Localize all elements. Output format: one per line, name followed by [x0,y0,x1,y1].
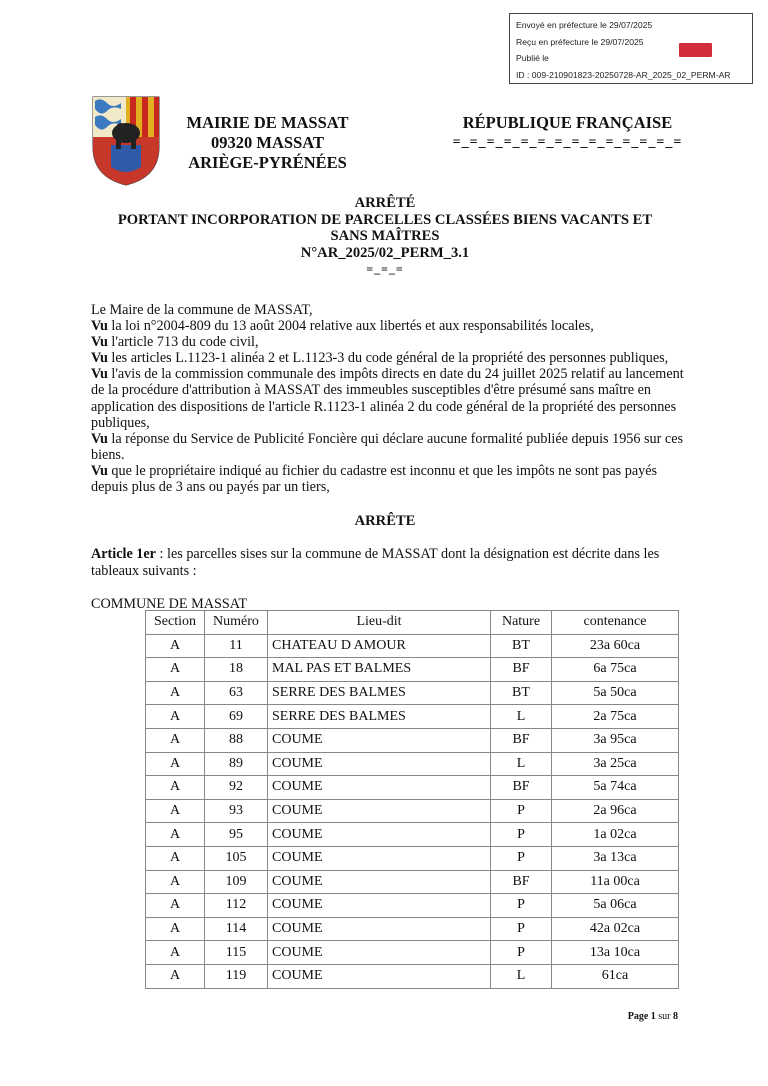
cell-contenance: 5a 06ca [552,894,679,918]
header-numero: Numéro [205,611,268,635]
table-row [146,681,679,705]
cell-nature: P [491,823,552,847]
arrete-heading: ARRÊTE [354,513,416,529]
cell-numero: 92 [205,776,268,800]
table-row [146,894,679,918]
mairie-block [170,113,365,173]
vu-item [91,350,691,366]
berger-levrault-logo [679,43,712,57]
cell-section: A [146,658,205,682]
vu-text: que le propriétaire indiqué au fichier du cadastre est inconnu et que les impôts ne sont pas payés depuis plus de 3 ans ou payés par un tiers, [91,462,658,496]
cell-numero: 88 [205,728,268,752]
cell-lieu-dit: COUME [268,728,491,752]
cell-lieu-dit: COUME [268,846,491,870]
cell-contenance: 2a 75ca [552,705,679,729]
cell-nature: P [491,846,552,870]
mairie-name: MAIRIE DE MASSAT [186,113,349,132]
article-1 [91,546,691,579]
cell-numero: 95 [205,823,268,847]
cell-lieu-dit: COUME [268,870,491,894]
republique-decoration: =_=_=_=_=_=_=_=_=_=_=_=_=_= [452,135,683,150]
table-row [146,752,679,776]
cell-nature: BF [491,728,552,752]
cell-contenance: 3a 25ca [552,752,679,776]
vu-text: la loi n°2004-809 du 13 août 2004 relative aux libertés et aux responsabilités locales, [107,318,594,335]
cell-numero: 114 [205,917,268,941]
vu-item [91,463,691,495]
commune-label: COMMUNE DE MASSAT [91,596,248,612]
header-contenance: contenance [552,611,679,635]
cell-lieu-dit: CHATEAU D AMOUR [268,634,491,658]
cell-lieu-dit: MAL PAS ET BALMES [268,658,491,682]
cell-section: A [146,846,205,870]
article-1-label: Article 1er [91,546,156,562]
title-subject: PORTANT INCORPORATION DE PARCELLES CLASSÉES BIENS VACANTS ET [117,211,653,228]
republique-francaise: RÉPUBLIQUE FRANÇAISE [462,113,673,132]
title-number: N°AR_2025/02_PERM_3.1 [300,244,470,261]
page-number [600,1011,678,1022]
stamp-envoye: Envoyé en préfecture le 29/07/2025 [516,20,653,30]
republique-block [445,113,690,153]
cell-nature: BF [491,776,552,800]
cell-contenance: 42a 02ca [552,917,679,941]
vu-keyword: Vu [91,462,108,479]
cell-nature: BT [491,634,552,658]
cell-numero: 93 [205,799,268,823]
vu-text: l'avis de la commission communale des impôts directs en date du 24 juillet 2025 relatif au lancement de la procédure d'attribution à MASSAT des immeubles susceptibles d'être présumé sans maître en application des dispositions de l'article R.1123-1 alinéa 2 du code général de la propriété des personnes publiques, [91,366,684,431]
vu-item [91,366,691,430]
preamble [91,302,691,495]
cell-section: A [146,634,205,658]
cell-contenance: 6a 75ca [552,658,679,682]
header-lieu-dit: Lieu-dit [268,611,491,635]
cell-lieu-dit: COUME [268,776,491,800]
document-title [60,195,710,278]
table-row [146,776,679,800]
cell-lieu-dit: SERRE DES BALMES [268,705,491,729]
cell-contenance: 1a 02ca [552,823,679,847]
page-total: 8 [673,1011,678,1022]
cell-section: A [146,776,205,800]
sur-word: sur [658,1011,671,1022]
cell-nature: P [491,894,552,918]
cell-contenance: 61ca [552,964,679,988]
table-row [146,917,679,941]
mairie-region: ARIÈGE-PYRÉNÉES [188,153,347,172]
cell-section: A [146,728,205,752]
cell-numero: 63 [205,681,268,705]
cell-section: A [146,799,205,823]
cell-lieu-dit: COUME [268,941,491,965]
cell-nature: BF [491,658,552,682]
cell-lieu-dit: COUME [268,799,491,823]
cell-nature: P [491,917,552,941]
title-subject-cont: SANS MAÎTRES [330,228,440,244]
vu-keyword: Vu [91,366,108,383]
cell-nature: L [491,752,552,776]
vu-item [91,318,691,334]
cell-numero: 89 [205,752,268,776]
vu-item [91,334,691,350]
cell-section: A [146,894,205,918]
vu-text: la réponse du Service de Publicité Foncière qui déclare aucune formalité publiée depuis 1956 sur ces biens. [91,430,684,463]
table-row [146,846,679,870]
page-word: Page [627,1011,649,1022]
cell-contenance: 23a 60ca [552,634,679,658]
table-row [146,870,679,894]
vu-keyword: Vu [91,334,108,351]
header-section: Section [146,611,205,635]
cell-nature: BF [491,870,552,894]
stamp-publie: Publié le [516,53,549,63]
cell-lieu-dit: COUME [268,752,491,776]
article-1-text: : les parcelles sises sur la commune de MASSAT dont la désignation est décrite dans les tableaux suivants : [91,546,660,579]
cell-numero: 119 [205,964,268,988]
cell-contenance: 3a 95ca [552,728,679,752]
cell-numero: 115 [205,941,268,965]
cell-section: A [146,752,205,776]
table-row [146,705,679,729]
parcels-table [145,610,679,989]
cell-numero: 109 [205,870,268,894]
table-row [146,941,679,965]
vu-keyword: Vu [91,350,108,367]
cell-contenance: 13a 10ca [552,941,679,965]
table-row [146,658,679,682]
cell-lieu-dit: COUME [268,964,491,988]
table-row [146,823,679,847]
cell-lieu-dit: COUME [268,823,491,847]
prefecture-stamp [509,13,753,84]
vu-keyword: Vu [91,430,108,447]
cell-nature: L [491,705,552,729]
cell-numero: 112 [205,894,268,918]
cell-contenance: 11a 00ca [552,870,679,894]
coat-of-arms-logo [91,95,161,187]
cell-lieu-dit: SERRE DES BALMES [268,681,491,705]
title-arrete: ARRÊTÉ [354,195,416,211]
cell-lieu-dit: COUME [268,894,491,918]
cell-nature: P [491,799,552,823]
cell-numero: 11 [205,634,268,658]
page-current: 1 [650,1011,656,1022]
preamble-intro: Le Maire de la commune de MASSAT, [91,302,313,318]
cell-numero: 18 [205,658,268,682]
vu-text: les articles L.1123-1 alinéa 2 et L.1123-3 du code général de la propriété des personnes publiques, [107,350,669,367]
table-row [146,799,679,823]
vu-text: l'article 713 du code civil, [107,334,259,351]
cell-numero: 105 [205,846,268,870]
table-row [146,634,679,658]
stamp-id: ID : 009-210901823-20250728-AR_2025_02_PERM-AR [516,69,731,80]
cell-nature: BT [491,681,552,705]
table-row [146,964,679,988]
cell-section: A [146,917,205,941]
vu-item [91,431,691,463]
cell-contenance: 2a 96ca [552,799,679,823]
cell-section: A [146,964,205,988]
table-row [146,728,679,752]
table-header-row [146,611,679,635]
vu-keyword: Vu [91,318,108,335]
mairie-postal: 09320 MASSAT [211,133,324,152]
cell-numero: 69 [205,705,268,729]
cell-contenance: 3a 13ca [552,846,679,870]
cell-section: A [146,870,205,894]
cell-section: A [146,941,205,965]
cell-lieu-dit: COUME [268,917,491,941]
cell-section: A [146,705,205,729]
stamp-recu: Reçu en préfecture le 29/07/2025 [516,36,644,47]
cell-nature: P [491,941,552,965]
cell-contenance: 5a 50ca [552,681,679,705]
cell-nature: L [491,964,552,988]
cell-section: A [146,681,205,705]
title-decoration: =_=_= [366,262,404,276]
cell-section: A [146,823,205,847]
header-nature: Nature [491,611,552,635]
cell-contenance: 5a 74ca [552,776,679,800]
